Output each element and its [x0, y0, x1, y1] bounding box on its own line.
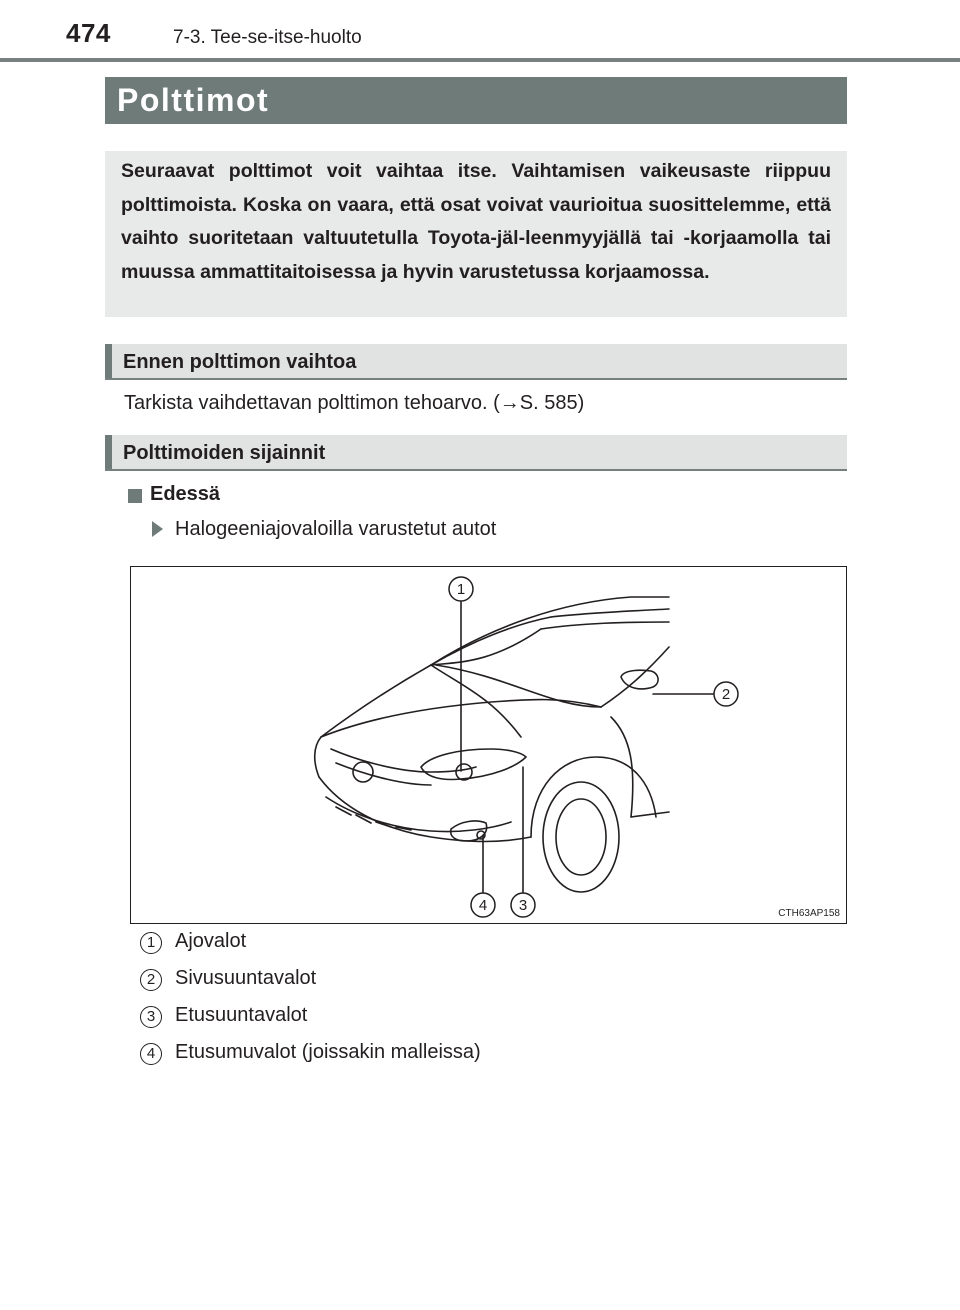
- roof-line: [431, 597, 669, 665]
- headlight: [421, 749, 526, 780]
- intro-box: [105, 151, 847, 317]
- legend-number: 1: [140, 932, 162, 954]
- page-title: Polttimot: [117, 82, 270, 118]
- header-rule: [0, 58, 960, 62]
- subheading-locations: [105, 435, 847, 471]
- windshield: [541, 622, 669, 629]
- section-reference: 7-3. Tee-se-itse-huolto: [173, 27, 362, 48]
- legend-number: 2: [140, 969, 162, 991]
- subheading-accent: [105, 344, 112, 378]
- callout-3-label: 3: [518, 897, 528, 914]
- wattage-check-text: Tarkista vaihdettavan polttimon tehoarvo. (→S. 585): [124, 392, 585, 414]
- front-corner: [315, 737, 321, 777]
- callout-1-label: 1: [456, 581, 466, 598]
- wheel-arch: [531, 757, 656, 837]
- square-bullet-icon: [128, 489, 142, 503]
- variant-halogen: Halogeeniajovaloilla varustetut autot: [175, 518, 497, 540]
- triangle-bullet-icon: [152, 521, 163, 537]
- headlamp-bulb: [456, 764, 472, 780]
- legend-label: Etusuuntavalot: [175, 1004, 308, 1026]
- subheading-before-replacement: [105, 344, 847, 380]
- page-number: 474: [66, 18, 111, 48]
- subheading-text: Polttimoiden sijainnit: [123, 442, 326, 464]
- intro-text: Seuraavat polttimot voit vaihtaa itse. Vaihtamisen vaikeusaste riippuu polttimoista. Koska on vaara, että osat voivat vaurioitua suosittelemme, että vaihto suoritetaan valtuutetulla Toyota-jäl-leenmyyjällä tai -korjaamolla tai muussa ammattitaitoisessa ja hyvin varustetussa korjaamossa.: [121, 160, 831, 283]
- car-drawing: [131, 567, 848, 925]
- bumper: [319, 777, 531, 842]
- legend-label: Etusumuvalot (joissakin malleissa): [175, 1041, 481, 1063]
- legend-number: 4: [140, 1043, 162, 1065]
- callout-2-label: 2: [721, 686, 731, 703]
- subheading-text: Ennen polttimon vaihtoa: [123, 351, 357, 373]
- legend-label: Sivusuuntavalot: [175, 967, 317, 989]
- callout-4-label: 4: [478, 897, 488, 914]
- legend-number: 3: [140, 1006, 162, 1028]
- subheading-accent: [105, 435, 112, 469]
- title-bar: [105, 77, 847, 124]
- subsection-front: Edessä: [150, 483, 221, 505]
- lower-grille: [326, 797, 511, 832]
- figure-code: CTH63AP158: [778, 908, 840, 919]
- hood-edge: [321, 665, 431, 737]
- legend-label: Ajovalot: [175, 930, 247, 952]
- side-mirror: [621, 670, 658, 689]
- car-front-illustration: [130, 566, 847, 924]
